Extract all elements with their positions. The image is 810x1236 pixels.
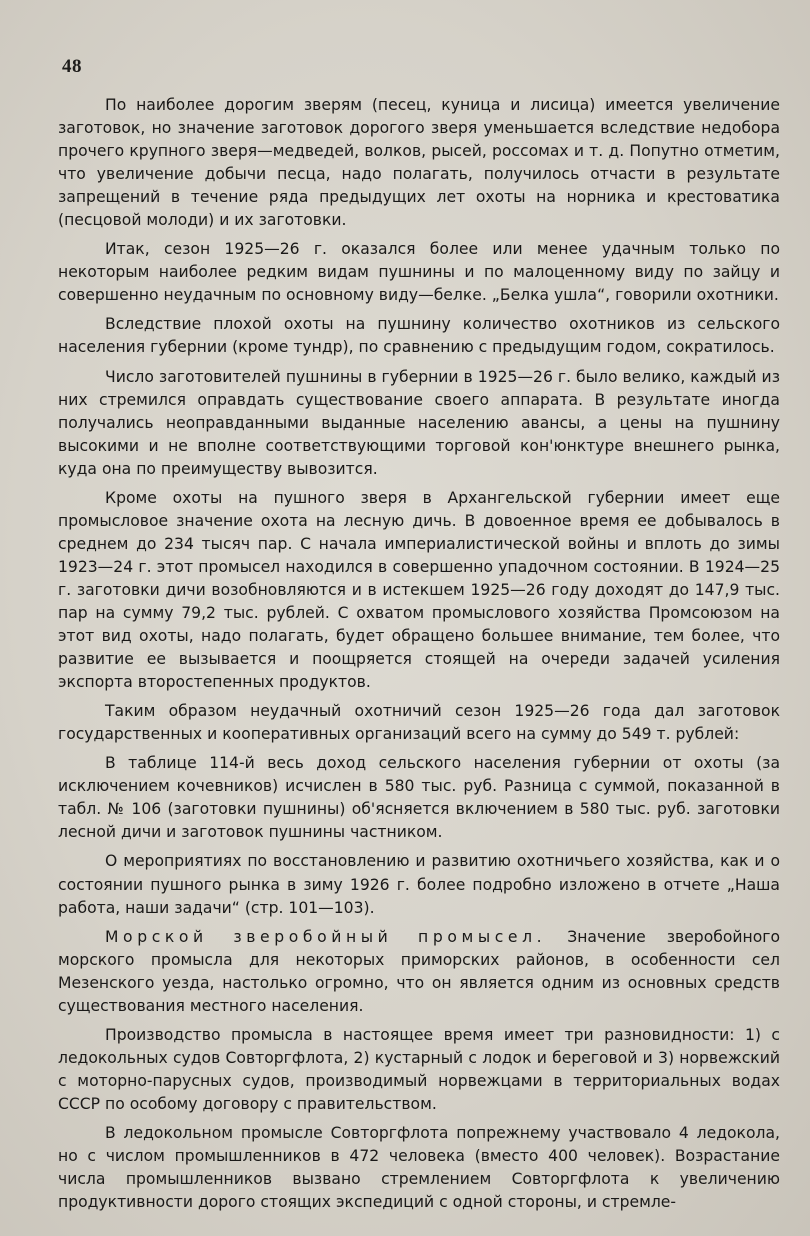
paragraph-5: Кроме охоты на пушного зверя в Архангельской губернии имеет еще промысловое значение охота на лесную дичь. В довоенное время ее добывалось в среднем до 234 тысяч пар. С начала империалистической войны и вплоть до зимы 1923—24 г. этот промысел находился в совершенно упадочном состоянии. В 1924—25 г. заготовки дичи возобновляются и в истекшем 1925—26 году доходят до 147,9 тыс. пар на сумму 79,2 тыс. рублей. С охватом промыслового хозяйства Промсоюзом на этот вид охоты, надо полагать, будет обращено большее внимание, тем более, что развитие ее вызывается и поощряется стоящей на очереди задачей усиления экспорта второстепенных продуктов. <box>58 488 780 692</box>
paragraph-3: Вследствие плохой охоты на пушнину количество охотников из сельского населения губернии (кроме тундр), по сравнению с предыдущим годом, сократилось. <box>58 315 780 357</box>
paragraph-9 <box>58 926 780 1018</box>
page-number: 48 <box>62 56 82 77</box>
paragraph-7: В таблице 114-й весь доход сельского населения губернии от охоты (за исключением кочевников) исчислен в 580 тыс. руб. Разница с суммой, показанной в табл. № 106 (заготовки пушнины) об'ясняется включением в 580 тыс. руб. заготовки лесной дичи и заготовок пушнины частником. <box>58 754 780 842</box>
paragraph-2: Итак, сезон 1925—26 г. оказался более или менее удачным только по некоторым наиболее редким видам пушнины и по малоценному виду по зайцу и совершенно неудачным по основному виду—белке. „Белка ушла“, говорили охотники. <box>58 240 780 305</box>
paragraph-1: По наиболее дорогим зверям (песец, куница и лисица) имеется увеличение заготовок, но значение заготовок дорогого зверя уменьшается вследствие недобора прочего крупного зверя—медведей, волков, рысей, россомах и т. д. Попутно отметим, что увеличение добычи песца, надо полагать, получилось отчасти в результате запрещений в течение ряда предыдущих лет охоты на норника и крестоватика (песцовой молоди) и их заготовки. <box>58 96 780 230</box>
paragraph-11: В ледокольном промысле Совторгфлота попрежнему участвовало 4 ледокола, но с числом промышленников в 472 человека (вместо 400 человек). Возрастание числа промышленников вызвано стремлением Совторгфлота к увеличению продуктивности дорого стоящих экспедиций с одной стороны, и стремле- <box>58 1123 780 1212</box>
paragraph-9-text: Значение зверобойного морского промысла для некоторых приморских районов, в особенности сел Мезенского уезда, настолько огромно, что он является одним из основных средств существования местного населения. <box>58 927 781 1015</box>
section-heading: Морской зверобойный промысел. <box>105 927 547 946</box>
paragraph-8: О мероприятиях по восстановлению и развитию охотничьего хозяйства, как и о состоянии пушного рынка в зиму 1926 г. более подробно изложено в отчете „Наша работа, наши задачи“ (стр. 101—103). <box>58 852 780 917</box>
paragraph-4: Число заготовителей пушнины в губернии в 1925—26 г. было велико, каждый из них стремился оправдать существование своего аппарата. В результате иногда получались неоправданными выданные населению авансы, а цены на пушнину высокими и не вполне соответствующими торговой кон'юнктуре внешнего рынка, куда она по преимуществу вывозится. <box>58 367 780 478</box>
paragraph-10: Производство промысла в настоящее время имеет три разновидности: 1) с ледокольных судов Совторгфлота, 2) кустарный с лодок и береговой и 3) норвежский с моторно-парусных судов, производимый норвежцами в территориальных водах СССР по особому договору с правительством. <box>58 1025 780 1113</box>
paragraph-6: Таким образом неудачный охотничий сезон 1925—26 года дал заготовок государственных и кооперативных организаций всего на сумму до 549 т. рублей: <box>58 702 780 744</box>
body-text <box>58 94 780 1220</box>
